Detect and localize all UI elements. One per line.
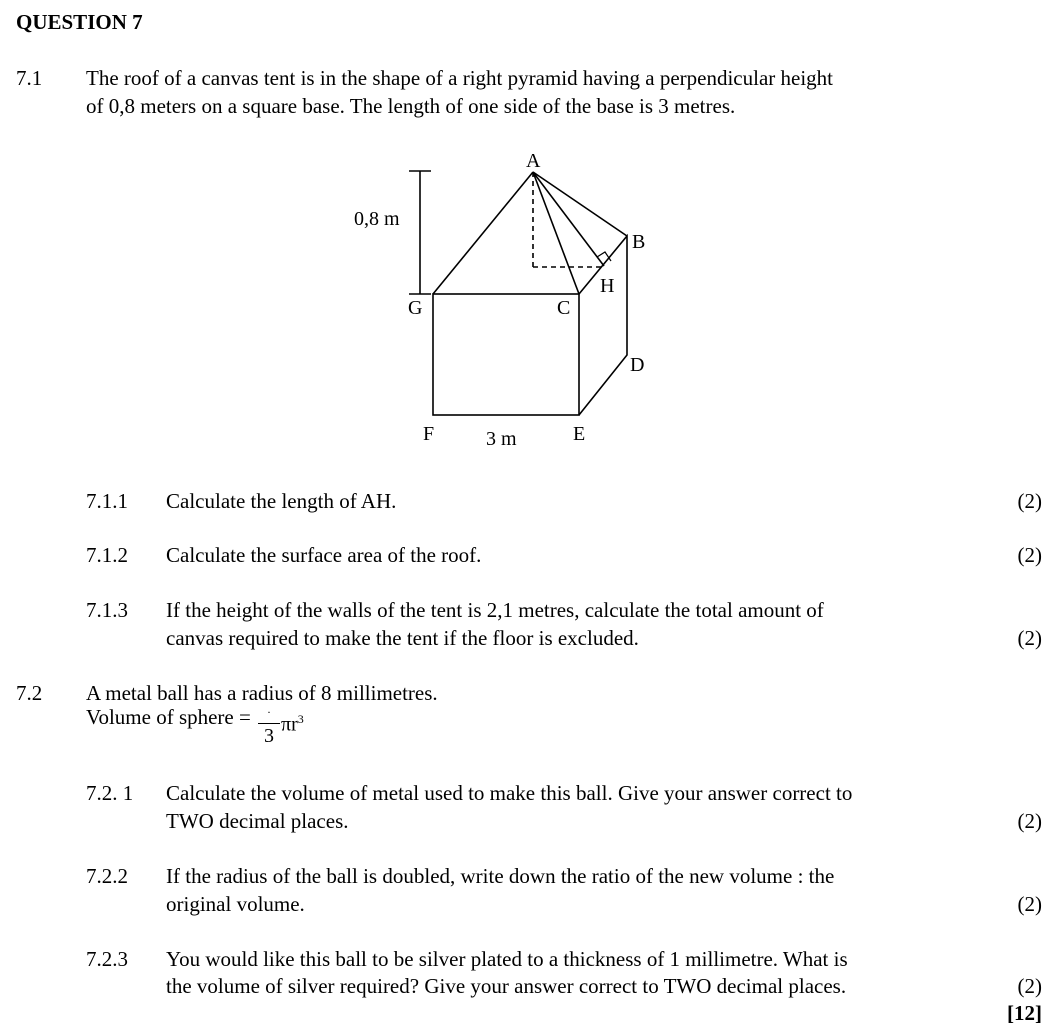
subquestion-number: 7.1.3 [86,598,128,622]
subquestion-text-line2: original volume. [166,892,305,916]
subquestion-number: 7.2.2 [86,864,128,888]
formula-fraction [258,705,280,746]
label-base: 3 m [486,428,517,450]
subquestion-number: 7.1.2 [86,543,128,567]
label-b: B [632,231,646,253]
label-h: H [600,275,615,297]
subquestion-marks: (2) [1017,809,1042,833]
formula-pi-r-text: πr [281,713,298,736]
edge-ab [533,172,627,236]
subquestion-text-line2: canvas required to make the tent if the floor is excluded. [166,626,639,650]
label-e: E [573,423,586,445]
subquestion-marks: (2) [1017,626,1042,650]
formula-numerator: · [258,705,280,724]
question-title: QUESTION 7 [16,10,143,34]
formula-pi-r [281,705,304,739]
subquestion-number: 7.2.3 [86,947,128,971]
label-height: 0,8 m [354,208,400,230]
formula-exponent: 3 [297,712,304,726]
subquestion-marks: (2) [1017,892,1042,916]
label-d: D [630,354,645,376]
label-f: F [423,423,435,445]
label-g: G [408,297,423,319]
q71-text-line2: of 0,8 meters on a square base. The length of one side of the base is 3 metres. [86,94,736,118]
subquestion-text: Calculate the surface area of the roof. [166,543,482,567]
label-c: C [557,297,571,319]
subquestion-marks: (2) [1017,543,1042,567]
edge-ac [533,172,579,294]
subquestion-text-line1: You would like this ball to be silver plated to a thickness of 1 millimetre. What is [166,947,848,971]
subquestion-number: 7.2. 1 [86,781,134,805]
label-a: A [526,150,541,172]
question-total-marks: [12] [1007,1001,1042,1025]
subquestion-text-line2: TWO decimal places. [166,809,349,833]
subquestion-marks: (2) [1017,974,1042,998]
q71-text-line1: The roof of a canvas tent is in the shape of a right pyramid having a perpendicular height [86,66,833,90]
subquestion-text-line1: If the radius of the ball is doubled, write down the ratio of the new volume : the [166,864,835,888]
q72-number: 7.2 [16,681,43,705]
formula-denominator: 3 [264,725,274,747]
formula-prefix: Volume of sphere = [86,705,251,729]
slant-height-ah [533,172,604,266]
subquestion-text-line1: Calculate the volume of metal used to make this ball. Give your answer correct to [166,781,853,805]
subquestion-text-line1: If the height of the walls of the tent is 2,1 metres, calculate the total amount of [166,598,824,622]
q71-number: 7.1 [16,66,43,90]
subquestion-number: 7.1.1 [86,489,128,513]
edge-ag [433,172,533,294]
subquestion-text-line2: the volume of silver required? Give your answer correct to TWO decimal places. [166,974,847,998]
subquestion-text: Calculate the length of AH. [166,489,397,513]
q72-text-line1: A metal ball has a radius of 8 millimetres. [86,681,438,705]
subquestion-marks: (2) [1017,489,1042,513]
tent-diagram [0,0,1058,480]
side-wall [579,236,627,415]
